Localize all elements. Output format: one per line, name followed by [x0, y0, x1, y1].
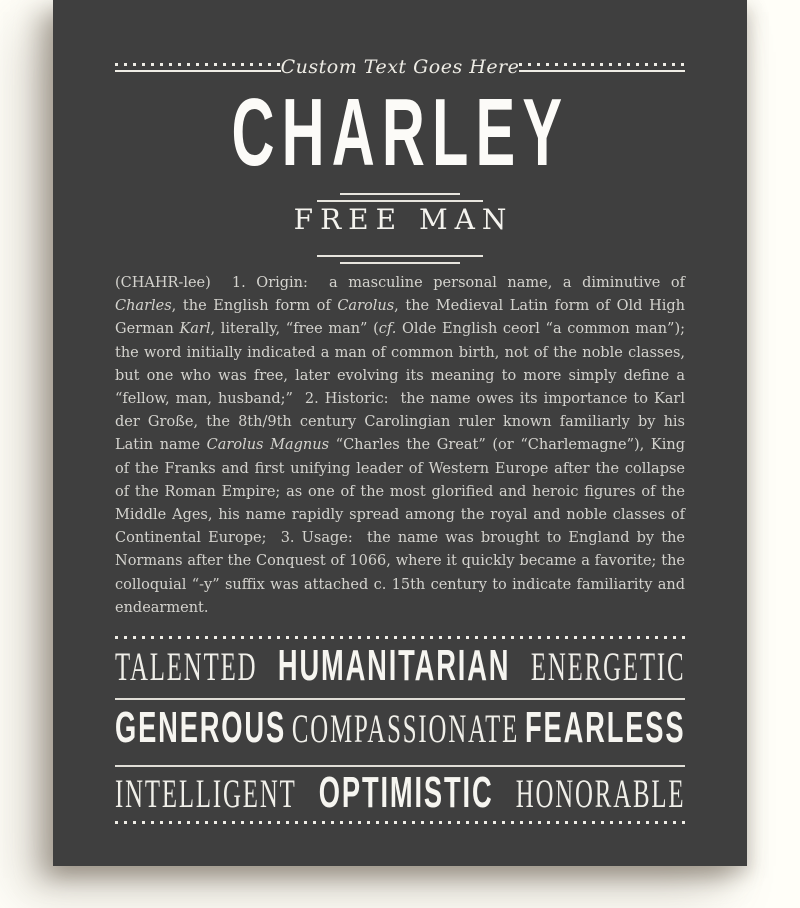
name-art-print [53, 0, 747, 866]
traits-section [115, 636, 685, 824]
custom-text: Custom Text Goes Here [280, 56, 520, 78]
trait-word: HUMANITARIAN [277, 641, 511, 691]
definition-segment: cf. [378, 321, 397, 338]
definition-segment: Carolus Magnus [206, 437, 330, 454]
dotted-divider-bottom [115, 821, 685, 824]
trait-word: OPTIMISTIC [318, 768, 494, 818]
name-meaning: FREE MAN [293, 203, 514, 236]
definition-segment: , the Medieval Latin form of Old High German [115, 298, 685, 338]
double-line-divider-bottom [115, 255, 685, 264]
definition-segment: Karl [179, 321, 211, 338]
divider-line-long [317, 200, 483, 202]
divider-line-long [317, 255, 483, 257]
dotted-line [115, 63, 281, 66]
trait-word: INTELLIGENT [115, 771, 297, 817]
trait-word: ENERGETIC [530, 644, 686, 690]
rule-line [519, 70, 685, 72]
traits-row-inner [115, 768, 685, 819]
trait-word: HONORABLE [515, 771, 686, 817]
definition-segment: , the English form of [171, 298, 338, 315]
trait-word: TALENTED [115, 644, 258, 690]
dotted-line [519, 63, 685, 66]
traits-row-3 [115, 768, 685, 818]
double-line-divider-top [115, 193, 685, 202]
divider-line-short [340, 193, 460, 195]
definition-segment: (CHAHR-lee) 1. Origin: a masculine personal name, a diminutive of [115, 275, 685, 291]
traits-row-2 [115, 703, 685, 753]
definition-segment: “Charles the Great” (or “Charlemagne”), King of the Franks and first unifying leader of Western Europe after the collapse of the Roman Empire; as one of the most glorified and heroic figures of the Middle Ages, his name rapidly spread among the royal and noble classes of Continental Europe; 3. Usage: the name was brought to England by the Normans after the Conquest of 1066, where it quickly became a favorite; the colloquial “-y” suffix was attached c. 15th century to indicate familiarity and endearment. [115, 437, 685, 616]
trait-word: GENEROUS [115, 703, 287, 753]
traits-row-1 [115, 641, 685, 691]
definition-segment: , literally, “free man” ( [210, 321, 379, 338]
dotted-rule-right [519, 63, 685, 72]
dotted-rule-left [115, 63, 281, 72]
definition-segment: Carolus [337, 298, 395, 315]
traits-row-inner [115, 703, 685, 754]
trait-word: FEARLESS [525, 703, 686, 753]
rule-line [115, 70, 281, 72]
definition-text [115, 272, 685, 620]
name-title: CHARLEY [231, 79, 569, 186]
dotted-divider-top [115, 636, 685, 639]
trait-word: COMPASSIONATE [291, 706, 520, 752]
definition-segment: Charles [115, 298, 172, 315]
divider-line-short [340, 262, 460, 264]
definition-segment: Olde English ceorl “a common man”); the word initially indicated a man of common birth, not of the noble classes, but one who was free, later evolving its meaning to more simply define a “fellow, man, husband;” 2. Historic: the name owes its importance to Karl der Große, the 8th/9th century Carolingian ruler known familiarly by his Latin name [115, 321, 685, 454]
traits-row-inner [115, 641, 685, 692]
custom-text-row [115, 52, 685, 82]
line-divider-2 [115, 765, 685, 767]
name-title-wrap [115, 79, 685, 186]
line-divider-1 [115, 698, 685, 700]
